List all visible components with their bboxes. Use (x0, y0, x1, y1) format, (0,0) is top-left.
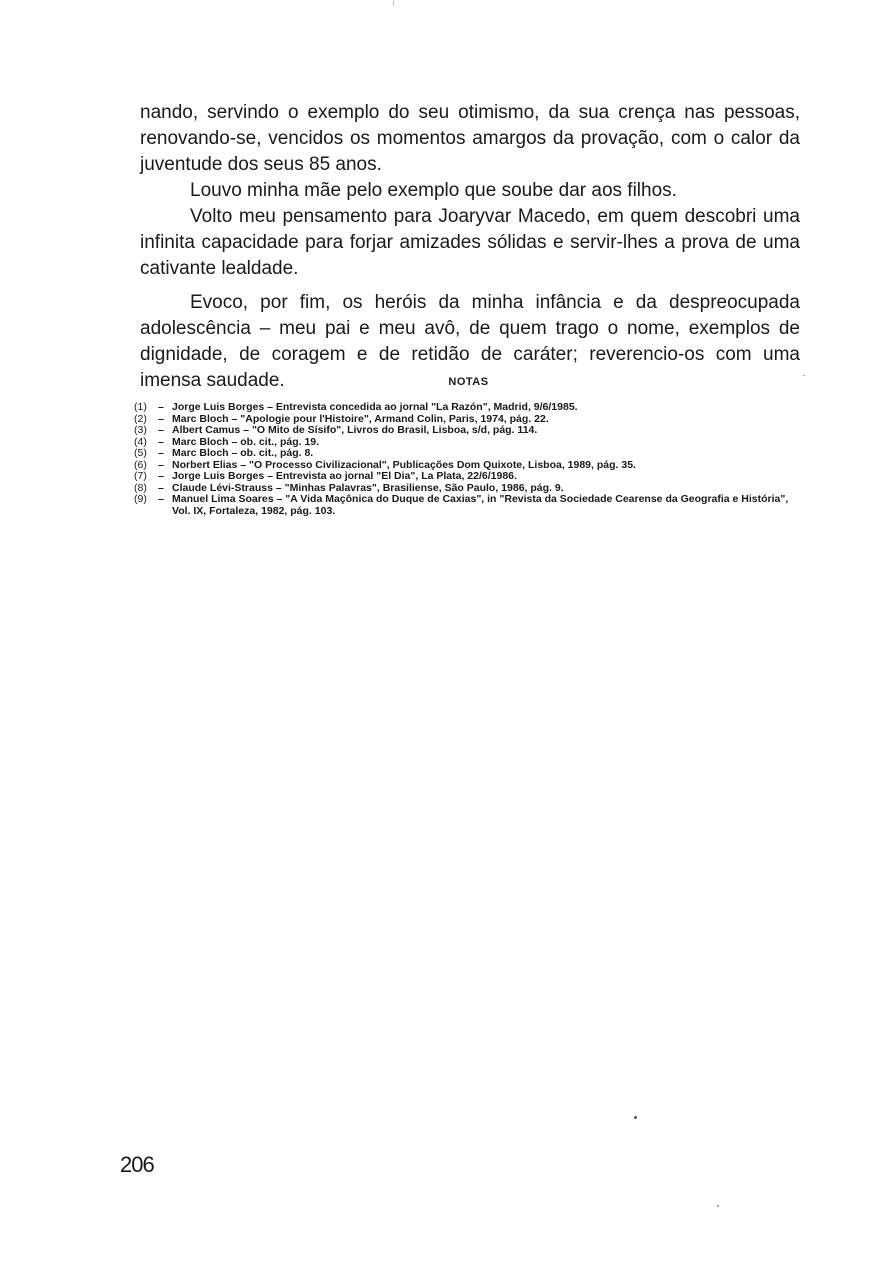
note-number: (1) (134, 401, 147, 413)
note-dash: – (158, 412, 164, 425)
note-number: (4) (134, 435, 147, 448)
page-number: 206 (120, 1152, 154, 1177)
note-item (134, 402, 799, 414)
note-text: Jorge Luis Borges – Entrevista ao jornal "El Dia", La Plata, 22/6/1986. (172, 470, 517, 482)
note-dash: – (158, 401, 164, 413)
scan-speck (803, 375, 805, 376)
note-text: Manuel Lima Soares – "A Vida Maçônica do Duque de Caxias", in "Revista da Sociedade Cearense da Geografia e História", Vol. IX, Fortaleza, 1982, pág. 103. (172, 493, 789, 517)
note-number: (2) (134, 412, 147, 425)
scan-speck (717, 1205, 719, 1207)
note-dash: – (158, 481, 164, 494)
paragraph-continuation: nando, servindo o exemplo do seu otimismo, da sua crença nas pessoas, renovando-se, vencidos os momentos amargos da provação, com o calor da juventude dos seus 85 anos. (140, 102, 800, 175)
note-text: Albert Camus – "O Mito de Sísifo", Livros do Brasil, Lisboa, s/d, pág. 114. (172, 424, 538, 436)
note-item (134, 494, 799, 517)
note-item (134, 425, 799, 437)
note-number: (3) (134, 424, 147, 436)
note-item (134, 471, 799, 483)
note-text: Norbert Elias – "O Processo Civilizacional", Publicações Dom Quixote, Lisboa, 1989, pág. 35. (172, 458, 636, 471)
paragraph-joaryvar: Volto meu pensamento para Joaryvar Macedo, em quem descobri uma infinita capacidade para forjar amizades sólidas e servir-lhes a prova de uma cativante lealdade. (140, 206, 800, 279)
note-text: Marc Bloch – ob. cit., pág. 8. (172, 447, 314, 459)
note-number: (8) (134, 481, 147, 494)
note-dash: – (158, 458, 164, 471)
note-dash: – (158, 447, 164, 459)
paragraph-heroes: Evoco, por fim, os heróis da minha infância e da despreocupada adolescência – meu pai e meu avô, de quem trago o nome, exemplos de dignidade, de coragem e de retidão de caráter; reverencio-os com uma imensa saudade. (140, 292, 800, 391)
note-text: Jorge Luis Borges – Entrevista concedida ao jornal "La Razón", Madrid, 9/6/1985. (172, 401, 578, 413)
body-text (140, 100, 800, 394)
note-dash: – (158, 493, 164, 505)
scan-speck (634, 1116, 637, 1119)
note-number: (9) (134, 493, 147, 505)
note-dash: – (158, 435, 164, 448)
note-number: (5) (134, 447, 147, 459)
note-dash: – (158, 470, 164, 482)
note-dash: – (158, 424, 164, 436)
note-number: (6) (134, 458, 147, 471)
note-text: Claude Lévi-Strauss – "Minhas Palavras", Brasiliense, São Paulo, 1986, pág. 9. (172, 481, 564, 494)
scan-speck (393, 0, 394, 6)
notes-heading: NOTAS (448, 376, 489, 388)
note-number: (7) (134, 470, 147, 482)
note-item (134, 448, 799, 460)
note-text: Marc Bloch – "Apologie pour l'Histoire", Armand Colin, Paris, 1974, pág. 22. (172, 412, 549, 425)
paragraph-mother: Louvo minha mãe pelo exemplo que soube dar aos filhos. (190, 180, 677, 201)
notes-list (134, 402, 799, 517)
note-text: Marc Bloch – ob. cit., pág. 19. (172, 435, 320, 448)
